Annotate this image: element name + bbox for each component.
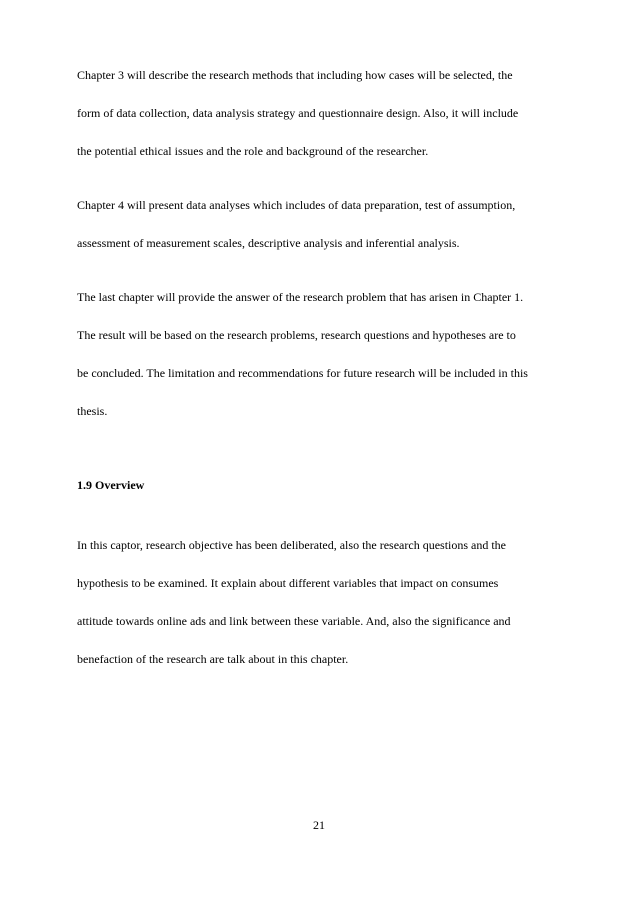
paragraph-chapter4-line-1: Chapter 4 will present data analyses which includes of data preparation, test of assumption, xyxy=(77,198,516,212)
paragraph-last-chapter-line-4: thesis. xyxy=(77,404,108,418)
paragraph-chapter3-line-2: form of data collection, data analysis strategy and questionnaire design. Also, it will include xyxy=(77,106,519,120)
paragraph-last-chapter-line-1: The last chapter will provide the answer of the research problem that has arisen in Chapter 1. xyxy=(77,290,524,304)
paragraph-overview-line-4: benefaction of the research are talk about in this chapter. xyxy=(77,652,349,666)
paragraph-chapter3-line-1: Chapter 3 will describe the research methods that including how cases will be selected, the xyxy=(77,68,513,82)
paragraph-overview-line-1: In this captor, research objective has been deliberated, also the research questions and the xyxy=(77,538,507,552)
section-heading-overview: 1.9 Overview xyxy=(77,478,145,492)
paragraph-last-chapter-line-2: The result will be based on the research problems, research questions and hypotheses are to xyxy=(77,328,516,342)
paragraph-chapter4-line-2: assessment of measurement scales, descriptive analysis and inferential analysis. xyxy=(77,236,460,250)
paragraph-chapter3-line-3: the potential ethical issues and the role and background of the researcher. xyxy=(77,144,429,158)
page-number: 21 xyxy=(313,818,325,832)
paragraph-last-chapter-line-3: be concluded. The limitation and recommendations for future research will be included in this xyxy=(77,366,528,380)
paragraph-overview-line-2: hypothesis to be examined. It explain about different variables that impact on consumes xyxy=(77,576,499,590)
paragraph-overview-line-3: attitude towards online ads and link between these variable. And, also the significance and xyxy=(77,614,511,628)
